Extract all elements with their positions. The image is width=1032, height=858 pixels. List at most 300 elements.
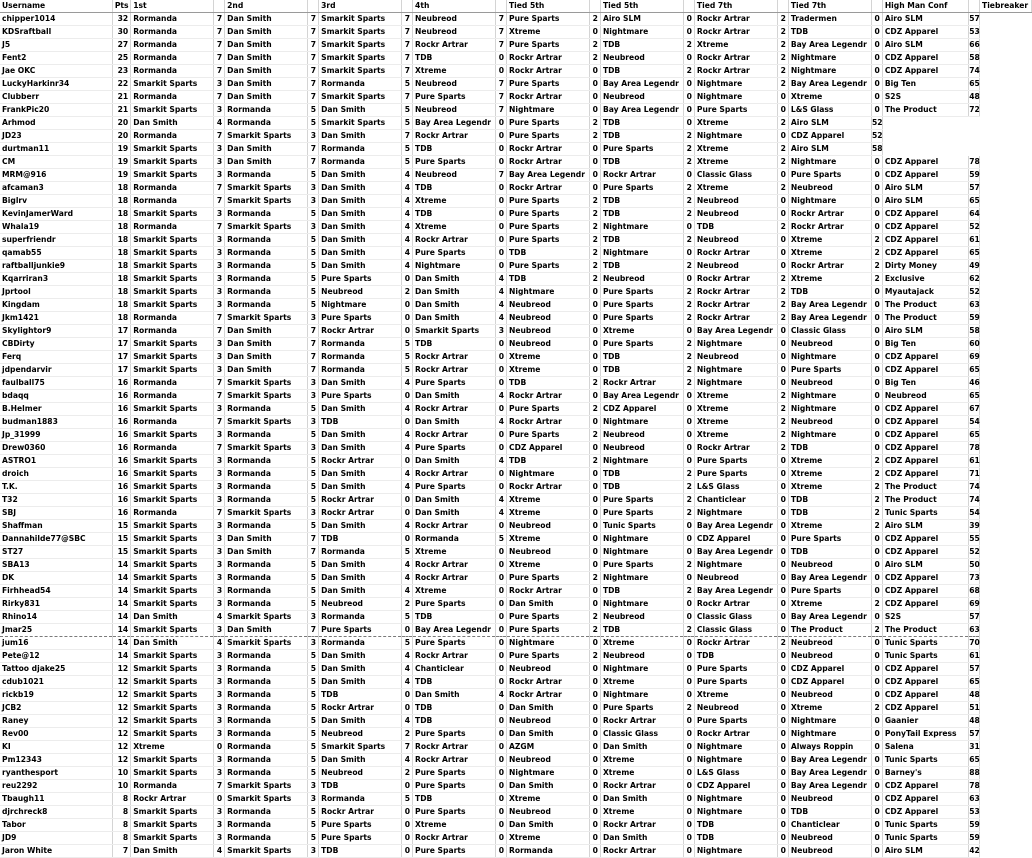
pick-points-cell: 4 — [402, 468, 413, 481]
pick-cell: Rockr Artrar — [694, 52, 777, 65]
pick-points-cell: 0 — [590, 104, 601, 117]
pick-points-cell: 5 — [402, 611, 413, 624]
table-row — [0, 793, 1032, 806]
pick-points-cell: 0 — [684, 754, 695, 767]
pick-cell: Nightmare — [319, 299, 402, 312]
points-cell: 12 — [112, 728, 130, 741]
pick-cell: Dan Smith — [225, 52, 308, 65]
pick-cell: Neubreod — [319, 598, 402, 611]
pick-cell: Pure Sparts — [694, 715, 777, 728]
pick-points-cell: 3 — [214, 208, 225, 221]
pick-cell: Rockr Artrar — [413, 832, 496, 845]
pick-points-cell: 31 — [969, 741, 980, 754]
pick-points-cell: 0 — [684, 455, 695, 468]
pick-points-cell: 0 — [778, 494, 789, 507]
pick-cell: CDZ Apparel — [882, 247, 968, 260]
pick-cell: TDB — [600, 260, 683, 273]
points-cell: 23 — [112, 65, 130, 78]
pick-cell: Rormanda — [225, 585, 308, 598]
pick-points-cell: 78 — [969, 442, 980, 455]
pick-cell: Neubreod — [507, 715, 590, 728]
pick-cell: Xtreme — [694, 156, 777, 169]
pick-cell: Dan Smith — [225, 156, 308, 169]
pick-cell: Nightmare — [413, 260, 496, 273]
pick-points-cell: 2 — [684, 559, 695, 572]
pick-cell: Airo SLM — [882, 13, 968, 26]
column-header — [684, 0, 695, 13]
pick-points-cell: 73 — [969, 572, 980, 585]
pick-points-cell: 0 — [402, 299, 413, 312]
points-cell: 20 — [112, 130, 130, 143]
pick-points-cell: 0 — [496, 221, 507, 234]
table-row — [0, 728, 1032, 741]
pick-cell: Rockr Artrar — [694, 247, 777, 260]
pick-cell: Nightmare — [694, 78, 777, 91]
pick-points-cell: 0 — [684, 247, 695, 260]
pick-cell: Smarkit Sparts — [131, 520, 214, 533]
pick-cell: Dan Smith — [225, 364, 308, 377]
pick-cell: Pure Sparts — [413, 156, 496, 169]
pick-cell: Exclusive — [882, 273, 968, 286]
pick-points-cell: 57 — [969, 611, 980, 624]
pick-cell: Rormanda — [225, 260, 308, 273]
pick-cell: Pure Sparts — [788, 364, 871, 377]
pick-cell: Rormanda — [131, 221, 214, 234]
pick-cell: Smarkit Sparts — [131, 429, 214, 442]
column-header: Tied 7th — [694, 0, 777, 13]
pick-points-cell: 5 — [308, 117, 319, 130]
pick-points-cell: 7 — [214, 39, 225, 52]
pick-cell: Bay Area Legendr — [600, 104, 683, 117]
pick-points-cell: 3 — [308, 507, 319, 520]
pick-points-cell: 4 — [496, 273, 507, 286]
pick-cell: TDB — [413, 52, 496, 65]
pick-points-cell: 2 — [872, 520, 883, 533]
pick-points-cell: 2 — [778, 13, 789, 26]
pick-cell: Rockr Artrar — [413, 234, 496, 247]
pick-points-cell: 0 — [872, 104, 883, 117]
pick-cell: Pure Sparts — [507, 13, 590, 26]
pick-points-cell: 0 — [496, 715, 507, 728]
username-cell: droich — [0, 468, 112, 481]
column-header: 1st — [131, 0, 214, 13]
pick-points-cell: 0 — [590, 741, 601, 754]
pick-cell: Rockr Artrar — [694, 26, 777, 39]
pick-cell: Neubreod — [788, 416, 871, 429]
pick-cell: Rockr Artrar — [600, 169, 683, 182]
pick-cell: Pure Sparts — [507, 611, 590, 624]
pick-cell: Xtreme — [507, 494, 590, 507]
pick-cell: Neubreod — [788, 832, 871, 845]
pick-cell: Nightmare — [507, 637, 590, 650]
pick-cell: Smarkit Sparts — [131, 689, 214, 702]
pick-points-cell: 7 — [496, 26, 507, 39]
table-row — [0, 546, 1032, 559]
pick-points-cell: 7 — [214, 13, 225, 26]
pick-cell: Nightmare — [507, 286, 590, 299]
pick-points-cell: 0 — [872, 351, 883, 364]
username-cell: Pm12343 — [0, 754, 112, 767]
pick-points-cell: 50 — [969, 559, 980, 572]
pick-cell: Smarkit Sparts — [131, 208, 214, 221]
pick-points-cell: 0 — [872, 13, 883, 26]
pick-points-cell: 0 — [590, 845, 601, 858]
pick-cell: Rockr Artrar — [694, 598, 777, 611]
pick-points-cell: 0 — [590, 351, 601, 364]
pick-cell: Rockr Artrar — [319, 507, 402, 520]
table-row — [0, 559, 1032, 572]
pick-points-cell: 0 — [872, 533, 883, 546]
pick-points-cell: 0 — [496, 195, 507, 208]
username-cell: KDSraftball — [0, 26, 112, 39]
pick-cell: Rockr Artrar — [600, 845, 683, 858]
pick-points-cell: 0 — [778, 572, 789, 585]
pick-cell: Nightmare — [694, 754, 777, 767]
username-cell: FrankPic20 — [0, 104, 112, 117]
pick-points-cell: 7 — [308, 351, 319, 364]
pick-cell: Airo SLM — [882, 559, 968, 572]
pick-cell: CDZ Apparel — [882, 221, 968, 234]
username-cell: DK — [0, 572, 112, 585]
pick-cell: Pure Sparts — [788, 585, 871, 598]
pick-cell: Smarkit Sparts — [131, 572, 214, 585]
pick-points-cell: 0 — [590, 65, 601, 78]
pick-cell: Rormanda — [319, 351, 402, 364]
pick-cell: Nightmare — [694, 377, 777, 390]
pick-points-cell: 3 — [214, 702, 225, 715]
pick-points-cell: 52 — [872, 117, 883, 130]
pick-points-cell: 0 — [872, 793, 883, 806]
pick-cell: CDZ Apparel — [882, 702, 968, 715]
pick-cell: Chanticlear — [694, 494, 777, 507]
pick-cell: Neubreod — [507, 546, 590, 559]
pick-points-cell: 48 — [969, 715, 980, 728]
pick-cell: Nightmare — [600, 221, 683, 234]
points-cell: 16 — [112, 390, 130, 403]
pick-cell: Rockr Artrar — [507, 156, 590, 169]
pick-points-cell: 5 — [308, 403, 319, 416]
pick-cell: Smarkit Sparts — [225, 390, 308, 403]
pick-cell: Rockr Artrar — [507, 481, 590, 494]
pick-cell: Dan Smith — [225, 338, 308, 351]
pick-cell: TDB — [413, 793, 496, 806]
username-cell: Skylightor9 — [0, 325, 112, 338]
pick-points-cell: 61 — [969, 455, 980, 468]
pick-cell: Dan Smith — [319, 429, 402, 442]
pick-points-cell: 0 — [684, 533, 695, 546]
pick-cell: Pure Sparts — [694, 468, 777, 481]
pick-cell: Dan Smith — [319, 247, 402, 260]
pick-points-cell: 5 — [308, 481, 319, 494]
pick-cell: Dirty Money — [882, 260, 968, 273]
pick-points-cell: 60 — [969, 338, 980, 351]
pick-cell: Pure Sparts — [413, 377, 496, 390]
username-cell: JD9 — [0, 832, 112, 845]
pick-points-cell: 0 — [778, 780, 789, 793]
table-row — [0, 780, 1032, 793]
pick-points-cell: 2 — [778, 78, 789, 91]
pick-cell: Dan Smith — [319, 403, 402, 416]
pick-cell: TDB — [507, 273, 590, 286]
pick-cell: Bay Area Legendr — [413, 117, 496, 130]
pick-points-cell: 0 — [684, 390, 695, 403]
pick-cell: Bay Area Legendr — [413, 624, 496, 637]
pick-cell: Big Ten — [882, 338, 968, 351]
pick-points-cell: 5 — [308, 585, 319, 598]
pick-cell: Rormanda — [131, 780, 214, 793]
pick-cell: Xtreme — [694, 117, 777, 130]
pick-cell: Bay Area Legendr — [788, 780, 871, 793]
pick-points-cell: 0 — [590, 715, 601, 728]
pick-cell: Xtreme — [694, 429, 777, 442]
pick-points-cell: 0 — [496, 351, 507, 364]
pick-points-cell: 2 — [872, 468, 883, 481]
pick-points-cell: 0 — [590, 585, 601, 598]
pick-points-cell: 0 — [590, 338, 601, 351]
pick-points-cell: 2 — [684, 130, 695, 143]
pick-points-cell: 67 — [969, 403, 980, 416]
pick-cell: Rormanda — [225, 754, 308, 767]
points-cell: 14 — [112, 585, 130, 598]
pick-points-cell: 0 — [402, 533, 413, 546]
username-cell: rickb19 — [0, 689, 112, 702]
pick-points-cell: 0 — [684, 520, 695, 533]
pick-points-cell: 0 — [590, 325, 601, 338]
pick-points-cell: 7 — [496, 78, 507, 91]
pick-cell: Neubreod — [694, 702, 777, 715]
pick-points-cell: 0 — [778, 533, 789, 546]
pick-points-cell: 0 — [684, 832, 695, 845]
pick-cell: Rormanda — [319, 78, 402, 91]
pick-cell: Neubreod — [788, 182, 871, 195]
pick-points-cell: 5 — [308, 559, 319, 572]
pick-cell: Xtreme — [788, 455, 871, 468]
pick-points-cell: 2 — [778, 637, 789, 650]
pick-cell: Bay Area Legendr — [788, 767, 871, 780]
column-header: Username — [0, 0, 112, 13]
pick-points-cell: 3 — [214, 156, 225, 169]
pick-cell: Neubreod — [600, 611, 683, 624]
pick-cell: CDZ Apparel — [882, 572, 968, 585]
column-header: 2nd — [225, 0, 308, 13]
pick-points-cell: 7 — [308, 338, 319, 351]
pick-cell: Neubreod — [788, 689, 871, 702]
pick-points-cell: 0 — [590, 299, 601, 312]
pick-points-cell: 2 — [402, 598, 413, 611]
pick-points-cell: 3 — [308, 442, 319, 455]
pick-cell: Neubreod — [319, 728, 402, 741]
pick-cell: TDB — [600, 208, 683, 221]
points-cell: 16 — [112, 455, 130, 468]
pick-points-cell: 5 — [308, 520, 319, 533]
pick-points-cell: 0 — [590, 390, 601, 403]
pick-cell: Nightmare — [788, 429, 871, 442]
pick-cell: Rormanda — [131, 26, 214, 39]
pick-points-cell: 0 — [872, 715, 883, 728]
pick-cell: TDB — [694, 650, 777, 663]
column-header — [308, 0, 319, 13]
pick-cell: Rormanda — [225, 702, 308, 715]
pick-points-cell: 0 — [496, 130, 507, 143]
pick-points-cell: 2 — [778, 26, 789, 39]
pick-points-cell: 0 — [496, 741, 507, 754]
pick-cell: Rockr Artrar — [413, 741, 496, 754]
pick-points-cell: 46 — [969, 377, 980, 390]
username-cell: ASTRO1 — [0, 455, 112, 468]
points-cell: 7 — [112, 845, 130, 858]
pick-cell: Dan Smith — [319, 442, 402, 455]
pick-cell: L&S Glass — [788, 104, 871, 117]
pick-points-cell: 3 — [214, 715, 225, 728]
pick-cell: Airo SLM — [882, 195, 968, 208]
points-cell: 16 — [112, 403, 130, 416]
column-header: Pts — [112, 0, 130, 13]
pick-cell: Dan Smith — [225, 13, 308, 26]
table-row — [0, 156, 1032, 169]
pick-points-cell: 0 — [872, 819, 883, 832]
pick-cell: Xtreme — [788, 468, 871, 481]
pick-cell: Neubreod — [319, 286, 402, 299]
table-row — [0, 533, 1032, 546]
pick-cell: Neubreod — [694, 208, 777, 221]
pick-cell: Rormanda — [225, 208, 308, 221]
username-cell: B.Helmer — [0, 403, 112, 416]
pick-points-cell: 0 — [872, 156, 883, 169]
pick-points-cell: 71 — [969, 468, 980, 481]
pick-points-cell: 4 — [402, 585, 413, 598]
pick-cell: Neubreod — [507, 312, 590, 325]
pick-cell: Xtreme — [507, 507, 590, 520]
pick-cell: Xtreme — [507, 26, 590, 39]
pick-cell: Xtreme — [507, 559, 590, 572]
pick-cell: Smarkit Sparts — [319, 26, 402, 39]
pick-cell: Neubreod — [600, 442, 683, 455]
pick-cell: Nightmare — [694, 845, 777, 858]
points-cell: 12 — [112, 715, 130, 728]
pick-points-cell: 0 — [778, 169, 789, 182]
column-header — [590, 0, 601, 13]
pick-cell: Airo SLM — [882, 325, 968, 338]
pick-points-cell: 0 — [778, 507, 789, 520]
pick-points-cell: 5 — [308, 104, 319, 117]
pick-points-cell: 0 — [684, 546, 695, 559]
pick-points-cell: 2 — [684, 234, 695, 247]
pick-points-cell: 0 — [778, 377, 789, 390]
pick-points-cell: 3 — [308, 845, 319, 858]
pick-cell: Rormanda — [225, 104, 308, 117]
pick-points-cell: 0 — [778, 468, 789, 481]
pick-cell: Pure Sparts — [413, 247, 496, 260]
table-row — [0, 377, 1032, 390]
pick-cell: Pure Sparts — [413, 780, 496, 793]
pick-points-cell: 0 — [496, 364, 507, 377]
pick-points-cell: 2 — [590, 117, 601, 130]
pick-points-cell: 51 — [969, 702, 980, 715]
pick-cell: Nightmare — [600, 598, 683, 611]
pick-points-cell: 4 — [402, 377, 413, 390]
pick-points-cell: 57 — [969, 13, 980, 26]
pick-cell: TDB — [600, 65, 683, 78]
pick-points-cell: 0 — [778, 455, 789, 468]
pick-cell: Pure Sparts — [788, 533, 871, 546]
pick-cell: Big Ten — [882, 78, 968, 91]
pick-points-cell: 4 — [496, 299, 507, 312]
pick-cell: Rockr Artrar — [507, 143, 590, 156]
pick-cell: Rormanda — [225, 299, 308, 312]
pick-cell: Dan Smith — [319, 234, 402, 247]
table-row — [0, 26, 1032, 39]
pick-points-cell: 0 — [778, 806, 789, 819]
table-row — [0, 429, 1032, 442]
pick-points-cell: 0 — [872, 65, 883, 78]
pick-cell: TDB — [600, 39, 683, 52]
username-cell: Rev00 — [0, 728, 112, 741]
pick-points-cell: 7 — [308, 39, 319, 52]
pick-cell: Rormanda — [225, 234, 308, 247]
pick-cell: TDB — [319, 780, 402, 793]
points-cell: 8 — [112, 806, 130, 819]
pick-cell: Rormanda — [225, 468, 308, 481]
pick-points-cell: 52 — [969, 546, 980, 559]
pick-points-cell: 0 — [872, 806, 883, 819]
pick-cell: Rockr Artrar — [319, 702, 402, 715]
pick-cell: Pure Sparts — [319, 312, 402, 325]
pick-points-cell: 0 — [402, 845, 413, 858]
pick-cell: TDB — [600, 156, 683, 169]
pick-points-cell: 72 — [969, 104, 980, 117]
pick-points-cell: 3 — [214, 78, 225, 91]
pick-points-cell: 0 — [590, 663, 601, 676]
pick-cell: Rormanda — [131, 182, 214, 195]
pick-cell: Rormanda — [319, 637, 402, 650]
table-row — [0, 325, 1032, 338]
pick-cell: CDZ Apparel — [882, 52, 968, 65]
pick-cell: Smarkit Sparts — [131, 559, 214, 572]
points-cell: 20 — [112, 117, 130, 130]
pick-points-cell: 0 — [872, 182, 883, 195]
pick-points-cell: 63 — [969, 299, 980, 312]
table-row — [0, 169, 1032, 182]
pick-cell: TDB — [413, 338, 496, 351]
pick-cell: Rormanda — [225, 429, 308, 442]
pick-points-cell: 0 — [590, 533, 601, 546]
username-cell: Biglrv — [0, 195, 112, 208]
username-cell: Tabor — [0, 819, 112, 832]
pick-points-cell: 58 — [969, 52, 980, 65]
pick-points-cell: 5 — [308, 286, 319, 299]
pick-cell: Smarkit Sparts — [131, 494, 214, 507]
pick-points-cell: 0 — [590, 598, 601, 611]
pick-points-cell: 0 — [684, 78, 695, 91]
pick-cell: Pure Sparts — [413, 91, 496, 104]
pick-cell: Pure Sparts — [413, 442, 496, 455]
pick-cell: Bay Area Legendr — [694, 520, 777, 533]
pick-cell: Neubreod — [788, 793, 871, 806]
pick-cell: Nightmare — [600, 663, 683, 676]
username-cell: T.K. — [0, 481, 112, 494]
pick-cell: TDB — [694, 832, 777, 845]
points-cell: 18 — [112, 182, 130, 195]
pick-points-cell: 65 — [969, 247, 980, 260]
pick-cell: Rormanda — [131, 52, 214, 65]
pick-points-cell: 4 — [496, 494, 507, 507]
table-row — [0, 338, 1032, 351]
pick-cell: Tunic Sparts — [882, 637, 968, 650]
pick-cell: CDZ Apparel — [882, 468, 968, 481]
pick-points-cell: 3 — [496, 325, 507, 338]
pick-points-cell: 7 — [214, 182, 225, 195]
pick-cell: Xtreme — [413, 546, 496, 559]
